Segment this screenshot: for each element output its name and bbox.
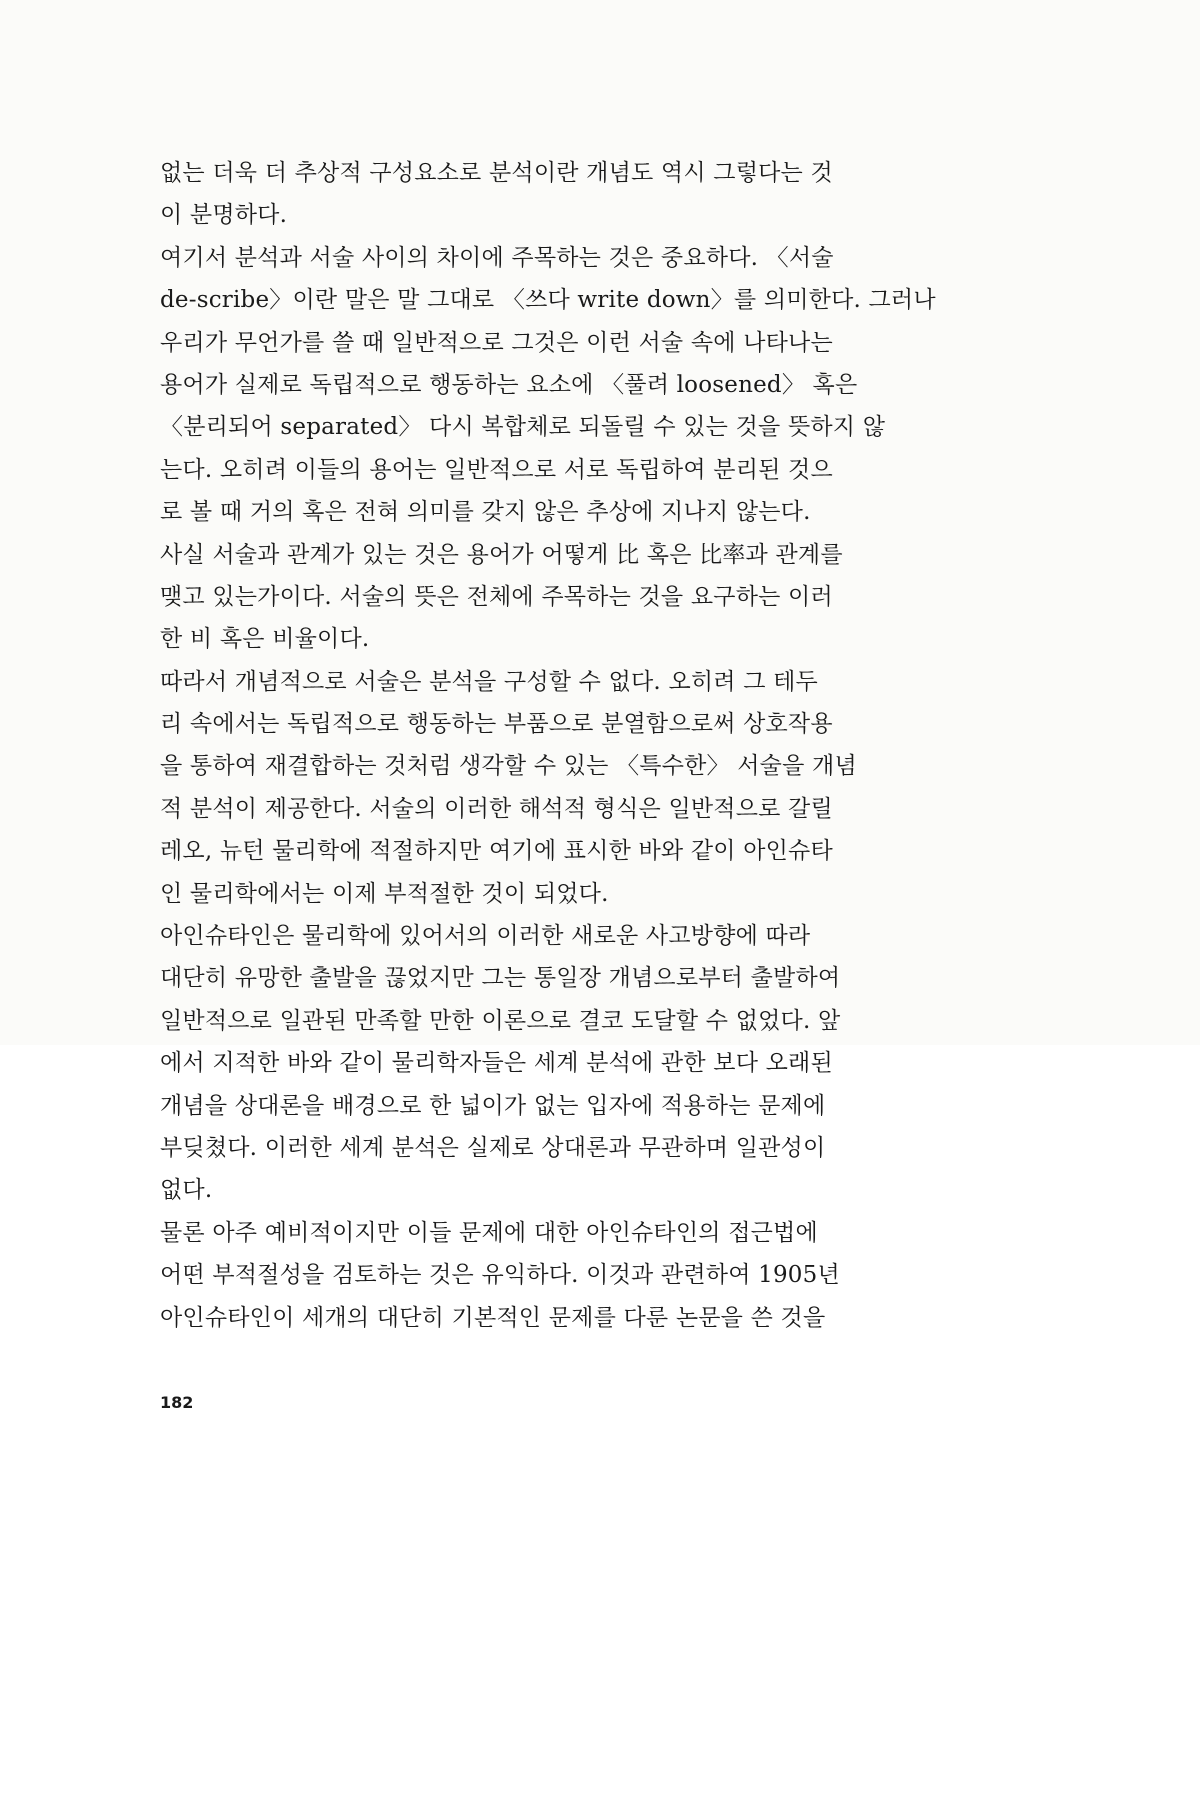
text-line: 리 속에서는 독립적으로 행동하는 부품으로 분열함으로써 상호작용 bbox=[160, 711, 833, 738]
text-line: 맺고 있는가이다. 서술의 뜻은 전체에 주목하는 것을 요구하는 이러 bbox=[160, 583, 833, 610]
text-line: 용어가 실제로 독립적으로 행동하는 요소에 〈풀려 loosened〉 혹은 bbox=[160, 371, 858, 398]
page-number: 182 bbox=[160, 1393, 194, 1412]
text-line: 어떤 부적절성을 검토하는 것은 유익하다. 이것과 관련하여 1905년 bbox=[160, 1262, 840, 1289]
text-line: de-scribe〉이란 말은 말 그대로 〈쓰다 write down〉를 의미한다. 그러나 bbox=[160, 287, 936, 314]
text-line: 없다. bbox=[160, 1177, 213, 1204]
text-line: 〈분리되어 separated〉 다시 복합체로 되돌릴 수 있는 것을 뜻하지 않 bbox=[160, 414, 886, 441]
text-line: 을 통하여 재결합하는 것처럼 생각할 수 있는 〈특수한〉 서술을 개념 bbox=[160, 753, 857, 780]
text-line: 한 비 혹은 비율이다. bbox=[160, 626, 370, 653]
text-line: 사실 서술과 관계가 있는 것은 용어가 어떻게 比 혹은 比率과 관계를 bbox=[160, 541, 843, 568]
text-line: 이 분명하다. bbox=[160, 202, 288, 229]
text-line: 없는 더욱 더 추상적 구성요소로 분석이란 개념도 역시 그렇다는 것 bbox=[160, 160, 833, 186]
text-line: 일반적으로 일관된 만족할 만한 이론으로 결코 도달할 수 없었다. 앞 bbox=[160, 1007, 841, 1034]
body-text bbox=[160, 152, 936, 1339]
text-line: 인 물리학에서는 이제 부적절한 것이 되었다. bbox=[160, 880, 609, 907]
text-line: 로 볼 때 거의 혹은 전혀 의미를 갖지 않은 추상에 지나지 않는다. bbox=[160, 499, 811, 526]
text-line: 부딪쳤다. 이러한 세계 분석은 실제로 상대론과 무관하며 일관성이 bbox=[160, 1134, 826, 1161]
text-line: 대단히 유망한 출발을 끊었지만 그는 통일장 개념으로부터 출발하여 bbox=[160, 965, 841, 992]
text-line: 에서 지적한 바와 같이 물리학자들은 세계 분석에 관한 보다 오래된 bbox=[160, 1050, 833, 1077]
text-line: 개념을 상대론을 배경으로 한 넓이가 없는 입자에 적용하는 문제에 bbox=[160, 1092, 826, 1119]
text-line: 레오, 뉴턴 물리학에 적절하지만 여기에 표시한 바와 같이 아인슈타 bbox=[160, 838, 833, 865]
text-line: 우리가 무언가를 쓸 때 일반적으로 그것은 이런 서술 속에 나타나는 bbox=[160, 329, 833, 356]
text-line: 물론 아주 예비적이지만 이들 문제에 대한 아인슈타인의 접근법에 bbox=[160, 1219, 818, 1246]
text-line: 적 분석이 제공한다. 서술의 이러한 해석적 형식은 일반적으로 갈릴 bbox=[160, 795, 833, 822]
text-line: 는다. 오히려 이들의 용어는 일반적으로 서로 독립하여 분리된 것으 bbox=[160, 456, 833, 483]
text-line: 여기서 분석과 서술 사이의 차이에 주목하는 것은 중요하다. 〈서술 bbox=[160, 244, 834, 271]
text-line: 아인슈타인이 세개의 대단히 기본적인 문제를 다룬 논문을 쓴 것을 bbox=[160, 1304, 826, 1331]
text-line: 따라서 개념적으로 서술은 분석을 구성할 수 없다. 오히려 그 테두 bbox=[160, 668, 818, 695]
text-line: 아인슈타인은 물리학에 있어서의 이러한 새로운 사고방향에 따라 bbox=[160, 923, 811, 950]
